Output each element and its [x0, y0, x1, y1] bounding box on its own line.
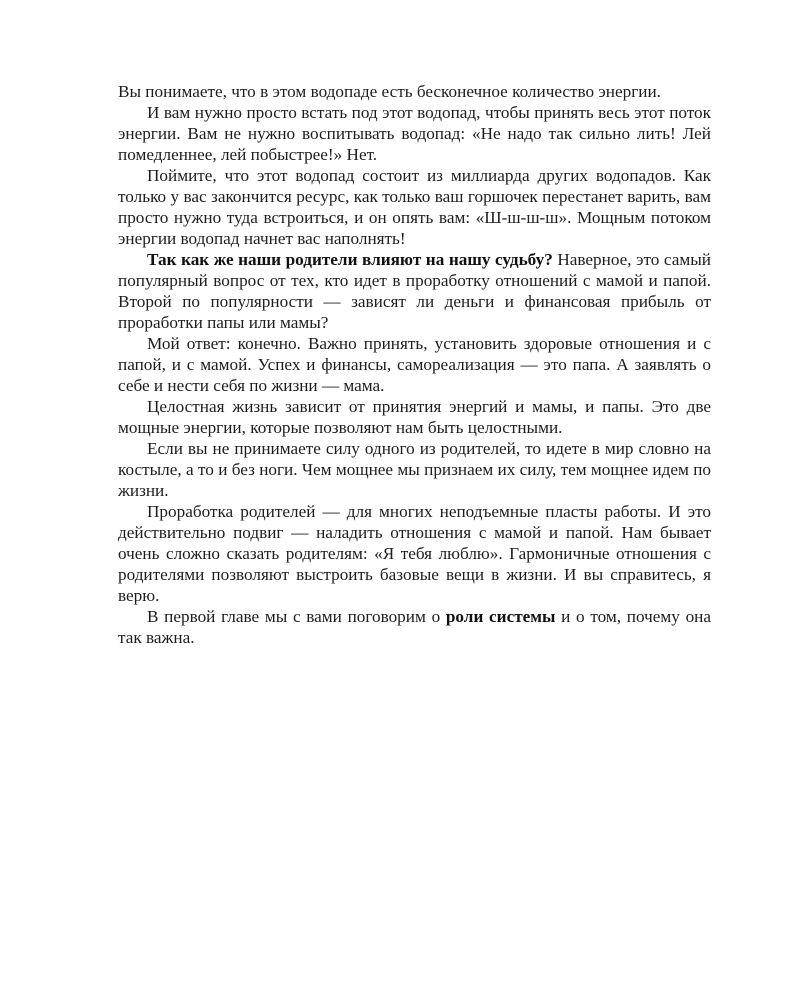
paragraph-text: Вы понимаете, что в этом водопаде есть бесконечное количество энергии. — [118, 82, 661, 101]
paragraph-8 — [118, 501, 711, 606]
paragraph-7 — [118, 438, 711, 501]
paragraph-text: Поймите, что этот водопад состоит из миллиарда других водопадов. Как только у вас закончится ресурс, как только ваш горшочек перестанет варить, вам просто нужно туда встроиться, и он опять вам: «Ш-ш-ш-ш». Мощным потоком энергии водопад начнет вас наполнять! — [118, 166, 711, 248]
bold-question: Так как же наши родители влияют на нашу судьбу? — [147, 250, 553, 269]
paragraph-9 — [118, 606, 711, 648]
paragraph-6 — [118, 396, 711, 438]
paragraph-text: и о том, почему она так важна. — [118, 607, 711, 647]
paragraph-text: Проработка родителей — для многих неподъемные пласты работы. И это действительно подвиг — наладить отношения с мамой и папой. Нам бывает очень сложно сказать родителям: «Я тебя люблю». Гармоничные отношения с родителями позволяют выстроить базовые вещи в жизни. И вы справитесь, я верю. — [118, 502, 711, 605]
paragraph-5 — [118, 333, 711, 396]
bold-term: роли системы — [445, 607, 556, 626]
paragraph-text: Мой ответ: конечно. Важно принять, установить здоровые отношения и с папой, и с мамой. Успех и финансы, самореализация — это папа. А заявлять о себе и нести себя по жизни — мама. — [118, 334, 711, 395]
paragraph-text: И вам нужно просто встать под этот водопад, чтобы принять весь этот поток энергии. Вам не нужно воспитывать водопад: «Не надо так сильно лить! Лей помедленнее, лей побыстрее!» Нет. — [118, 103, 711, 164]
paragraph-2 — [118, 102, 711, 165]
paragraph-text: Наверное, это самый популярный вопрос от тех, кто идет в проработку отношений с мамой и папой. Второй по популярности — зависят ли деньги и финансовая прибыль от проработки папы или мамы? — [118, 250, 711, 332]
paragraph-3 — [118, 165, 711, 249]
page-body — [118, 81, 711, 648]
paragraph-text: В первой главе мы с вами поговорим о — [147, 607, 446, 626]
paragraph-text: Целостная жизнь зависит от принятия энергий и мамы, и папы. Это две мощные энергии, которые позволяют нам быть целостными. — [118, 397, 711, 437]
paragraph-text: Если вы не принимаете силу одного из родителей, то идете в мир словно на костыле, а то и без ноги. Чем мощнее мы признаем их силу, тем мощнее идем по жизни. — [118, 439, 711, 500]
paragraph-4 — [118, 249, 711, 333]
paragraph-1 — [118, 81, 711, 102]
